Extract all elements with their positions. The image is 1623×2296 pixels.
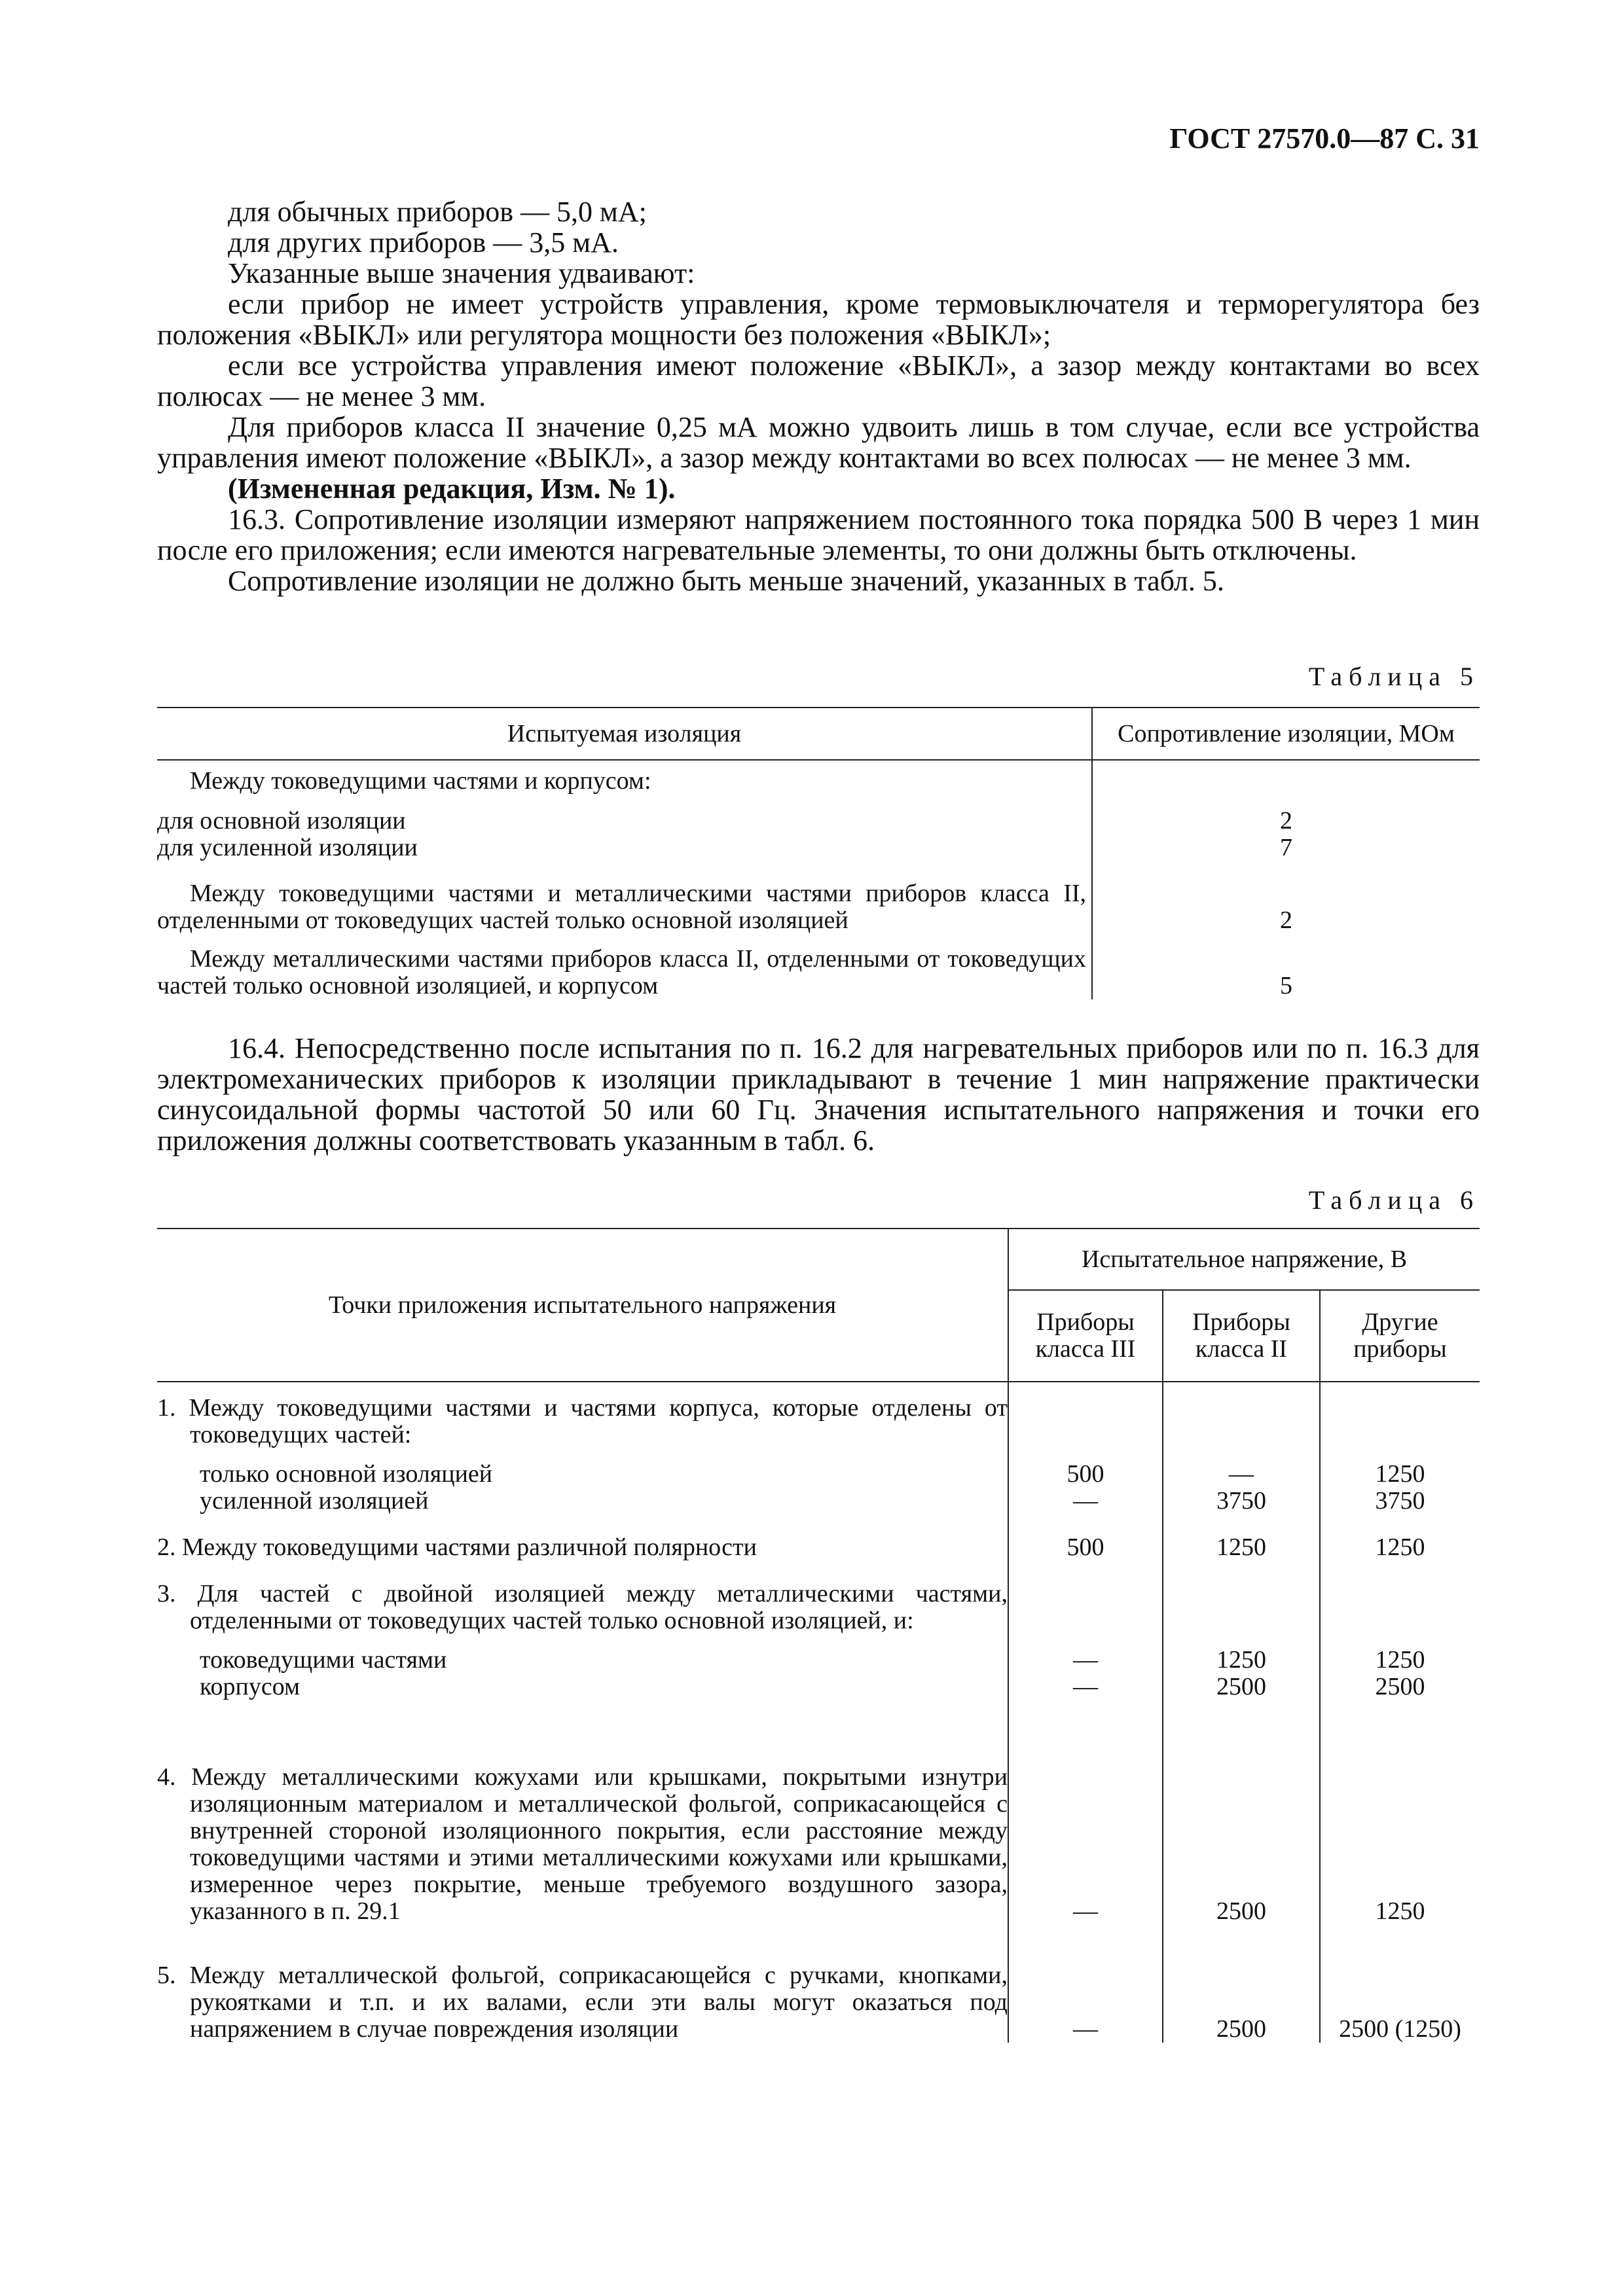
table-row-value: [1092, 760, 1480, 802]
table-row-value: 7: [1280, 834, 1292, 861]
table-row-value: —: [1008, 1702, 1163, 1925]
table-row-value: —: [1008, 1674, 1163, 1702]
table-row-value: [1008, 1561, 1163, 1634]
table-row-label: Между металлическими частями приборов класса II, отделенными от токоведущих частей только основной изоляцией, и корпусом: [157, 934, 1092, 999]
table-row-label: 1. Между токоведущими частями и частями корпуса, которые отделены от токоведущих частей:: [157, 1394, 1008, 1448]
table-row-value: [1320, 1561, 1480, 1634]
clause-16-4-block: [157, 1033, 1480, 1156]
table-6: [157, 1228, 1480, 2043]
table-row-value: 1250: [1320, 1634, 1480, 1674]
clause-16-4: 16.4. Непосредственно после испытания по п. 16.2 для нагревательных приборов или по п. 16.3 для электромеханических приборов к изоляции прикладывают в течение 1 мин напряжение практически синусоидальной формы частотой 50 или 60 Гц. Значения испытательного напряжения и точки его приложения должны соответствовать указанным в табл. 6.: [157, 1032, 1480, 1157]
table-row-value: 1250: [1320, 1515, 1480, 1561]
paragraph: Для приборов класса II значение 0,25 мА можно удвоить лишь в том случае, если все устройства управления имеют положение «ВЫКЛ», а зазор между контактами во всех полюсах — не менее 3 мм.: [157, 411, 1480, 474]
table-row-value: 2500: [1163, 1925, 1320, 2043]
table-row-value: [1320, 1382, 1480, 1448]
table-row-value: 1250: [1163, 1634, 1320, 1674]
table5-caption: Таблица 5: [1308, 662, 1480, 691]
paragraph: если все устройства управления имеют положение «ВЫКЛ», а зазор между контактами во всех полюсах — не менее 3 мм.: [157, 350, 1480, 412]
table-row-value: [1008, 1382, 1163, 1448]
table-row-label: только основной изоляцией: [200, 1460, 493, 1488]
table5-col-resistance: Сопротивление изоляции, МОм: [1092, 708, 1480, 760]
table-row-value: 1250: [1163, 1515, 1320, 1561]
table-5: [157, 707, 1480, 999]
table-row-value: 2: [1280, 906, 1292, 934]
table-row-value: 2500: [1320, 1674, 1480, 1702]
table-row-label: 2. Между токоведущими частями различной полярности: [157, 1534, 757, 1561]
table-row-value: [1163, 1561, 1320, 1634]
table-row-value: 2500: [1163, 1702, 1320, 1925]
intro-text: [157, 196, 1480, 596]
table-row-value: 500: [1008, 1448, 1163, 1488]
table6-col-other: Другие приборы: [1320, 1290, 1480, 1382]
paragraph: для обычных приборов — 5,0 мА;: [228, 196, 647, 228]
table-row-label: Между токоведущими частями и корпусом:: [157, 760, 1092, 802]
table-row-label: Между токоведущими частями и металлическими частями приборов класса II, отделенными от токоведущих частей только основной изоляцией: [157, 863, 1092, 934]
paragraph: Указанные выше значения удваивают:: [228, 257, 695, 289]
table-row-value: 2: [1280, 807, 1292, 834]
page-header: ГОСТ 27570.0—87 С. 31: [1169, 122, 1480, 154]
table-row-value: 2500 (1250): [1320, 1925, 1480, 2043]
table-row-value: 3750: [1163, 1488, 1320, 1515]
table-row-label: 5. Между металлической фольгой, соприкасающейся с ручками, кнопками, рукоятками и т.п. и их валами, если эти валы могут оказаться под напряжением в случае повреждения изоляции: [157, 1962, 1008, 2043]
table-row-label: усиленной изоляцией: [200, 1487, 429, 1515]
table-row-value: 1250: [1320, 1702, 1480, 1925]
paragraph: Сопротивление изоляции не должно быть меньше значений, указанных в табл. 5.: [228, 565, 1224, 597]
table-row-label: 4. Между металлическими кожухами или крышками, покрытыми изнутри изоляционным материалом и металлической фольгой, соприкасающейся с внутренней стороной изоляционного покрытия, если расстояние между токоведущими частями и этими металлическими кожухами или крышками, измеренное через покрытие, меньше требуемого воздушного зазора, указанного в п. 29.1: [157, 1763, 1008, 1925]
table-row-value: 500: [1008, 1515, 1163, 1561]
table-row-label: токоведущими частями: [200, 1646, 447, 1674]
table-row-value: —: [1008, 1925, 1163, 2043]
table-row-value: —: [1008, 1488, 1163, 1515]
table-row-label: 3. Для частей с двойной изоляцией между металлическими частями, отделенными от токоведущих частей только основной изоляцией, и:: [157, 1580, 1008, 1634]
table-row-value: [1163, 1382, 1320, 1448]
table6-col-class2: Приборы класса II: [1163, 1290, 1320, 1382]
paragraph: для других приборов — 3,5 мА.: [228, 226, 619, 259]
table6-col-class3: Приборы класса III: [1008, 1290, 1163, 1382]
table-row-label: для усиленной изоляции: [157, 834, 1092, 863]
table5-col-insulation: Испытуемая изоляция: [157, 708, 1092, 760]
table-row-value: 5: [1280, 972, 1292, 999]
table6-col-group: Испытательное напряжение, В: [1008, 1229, 1480, 1290]
amendment-note: (Измененная редакция, Изм. № 1).: [228, 473, 676, 505]
table-row-value: —: [1008, 1634, 1163, 1674]
table6-caption: Таблица 6: [1308, 1185, 1480, 1215]
table-row-value: 2500: [1163, 1674, 1320, 1702]
table-row-value: 1250: [1320, 1448, 1480, 1488]
table-row-value: —: [1163, 1448, 1320, 1488]
table-row-value: 3750: [1320, 1488, 1480, 1515]
table-row-label: корпусом: [200, 1673, 301, 1700]
paragraph: если прибор не имеет устройств управления, кроме термовыключателя и терморегулятора без положения «ВЫКЛ» или регулятора мощности без положения «ВЫКЛ»;: [157, 288, 1480, 351]
table6-col-points: Точки приложения испытательного напряжения: [157, 1229, 1008, 1382]
table-row-label: для основной изоляции: [157, 802, 1092, 834]
clause-16-3: 16.3. Сопротивление изоляции измеряют напряжением постоянного тока порядка 500 В через 1 мин после его приложения; если имеются нагревательные элементы, то они должны быть отключены.: [157, 503, 1480, 566]
